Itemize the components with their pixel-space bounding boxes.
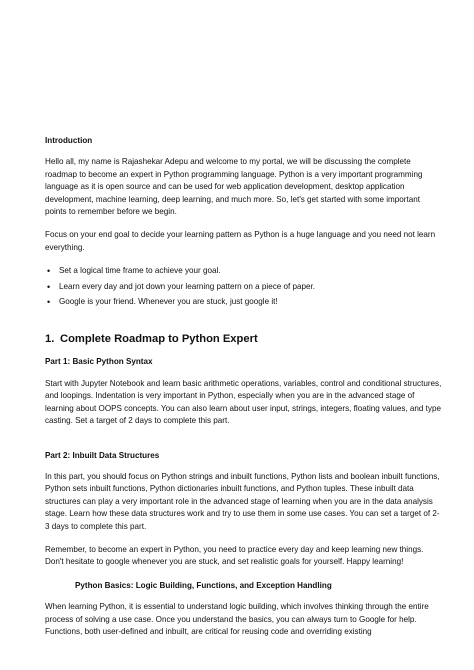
basics-subheading: Python Basics: Logic Building, Functions, and Exception Handling [75, 580, 332, 590]
tips-list [45, 265, 443, 308]
introduction-heading: Introduction [45, 136, 93, 145]
basics-paragraph: When learning Python, it is essential to understand logic building, which involves thinking through the entire process of solving a use case. Once you understand the basics, you can always turn to Google for help. Functions, both user-defined and inbuilt, are critical for reusing code and overriding existing [45, 602, 429, 636]
reminder-paragraph: Remember, to become an expert in Python, you need to practice every day and keep learning new things. Don't hesitate to google whenever you are stuck, and set realistic goals for yourself. Happy learning! [45, 544, 424, 567]
section-title-text: Complete Roadmap to Python Expert [60, 333, 258, 346]
focus-paragraph: Focus on your end goal to decide your learning pattern as Python is a huge language and you need not learn everything. [45, 230, 436, 252]
intro-paragraph: Hello all, my name is Rajashekar Adepu and welcome to my portal, we will be discussing the complete roadmap to become an expert in Python programming language. Python is a very important programming language as it is open source and can be used for web application development, desktop application development, machine learning, deep learning, and much more. So, let's get started with some important points to remember before we begin. [45, 157, 423, 217]
list-item: • Set a logical time frame to achieve your goal. [45, 265, 443, 277]
section-number: 1. [45, 333, 55, 346]
list-item: • Learn every day and jot down your learning pattern on a piece of paper. [45, 281, 443, 293]
list-item: • Google is your friend. Whenever you are stuck, just google it! [45, 296, 443, 308]
part2-heading: Part 2: Inbuilt Data Structures [45, 450, 160, 460]
document-body [45, 135, 443, 649]
section-title [45, 332, 443, 347]
part1-paragraph: Start with Jupyter Notebook and learn basic arithmetic operations, variables, control and conditional structures, and loopings. Indentation is very important in Python, especially when you are in the advanced stage of learning about OOPS concepts. You can also learn about user input, strings, integers, floating values, and type casting. Set a target of 2 days to complete this part. [45, 378, 442, 426]
part2-paragraph: In this part, you should focus on Python strings and inbuilt functions, Python lists and boolean inbuilt functions, Python sets inbuilt functions, Python dictionaries inbuilt functions, and Python tuples. These inbuilt data structures can play a very important role in the advanced stage of learning when you are in the data analysis stage. Learn how these data structures work and try to use them in some use cases. You can set a target of 2-3 days to complete this part. [45, 471, 440, 531]
part1-heading: Part 1: Basic Python Syntax [45, 357, 153, 367]
